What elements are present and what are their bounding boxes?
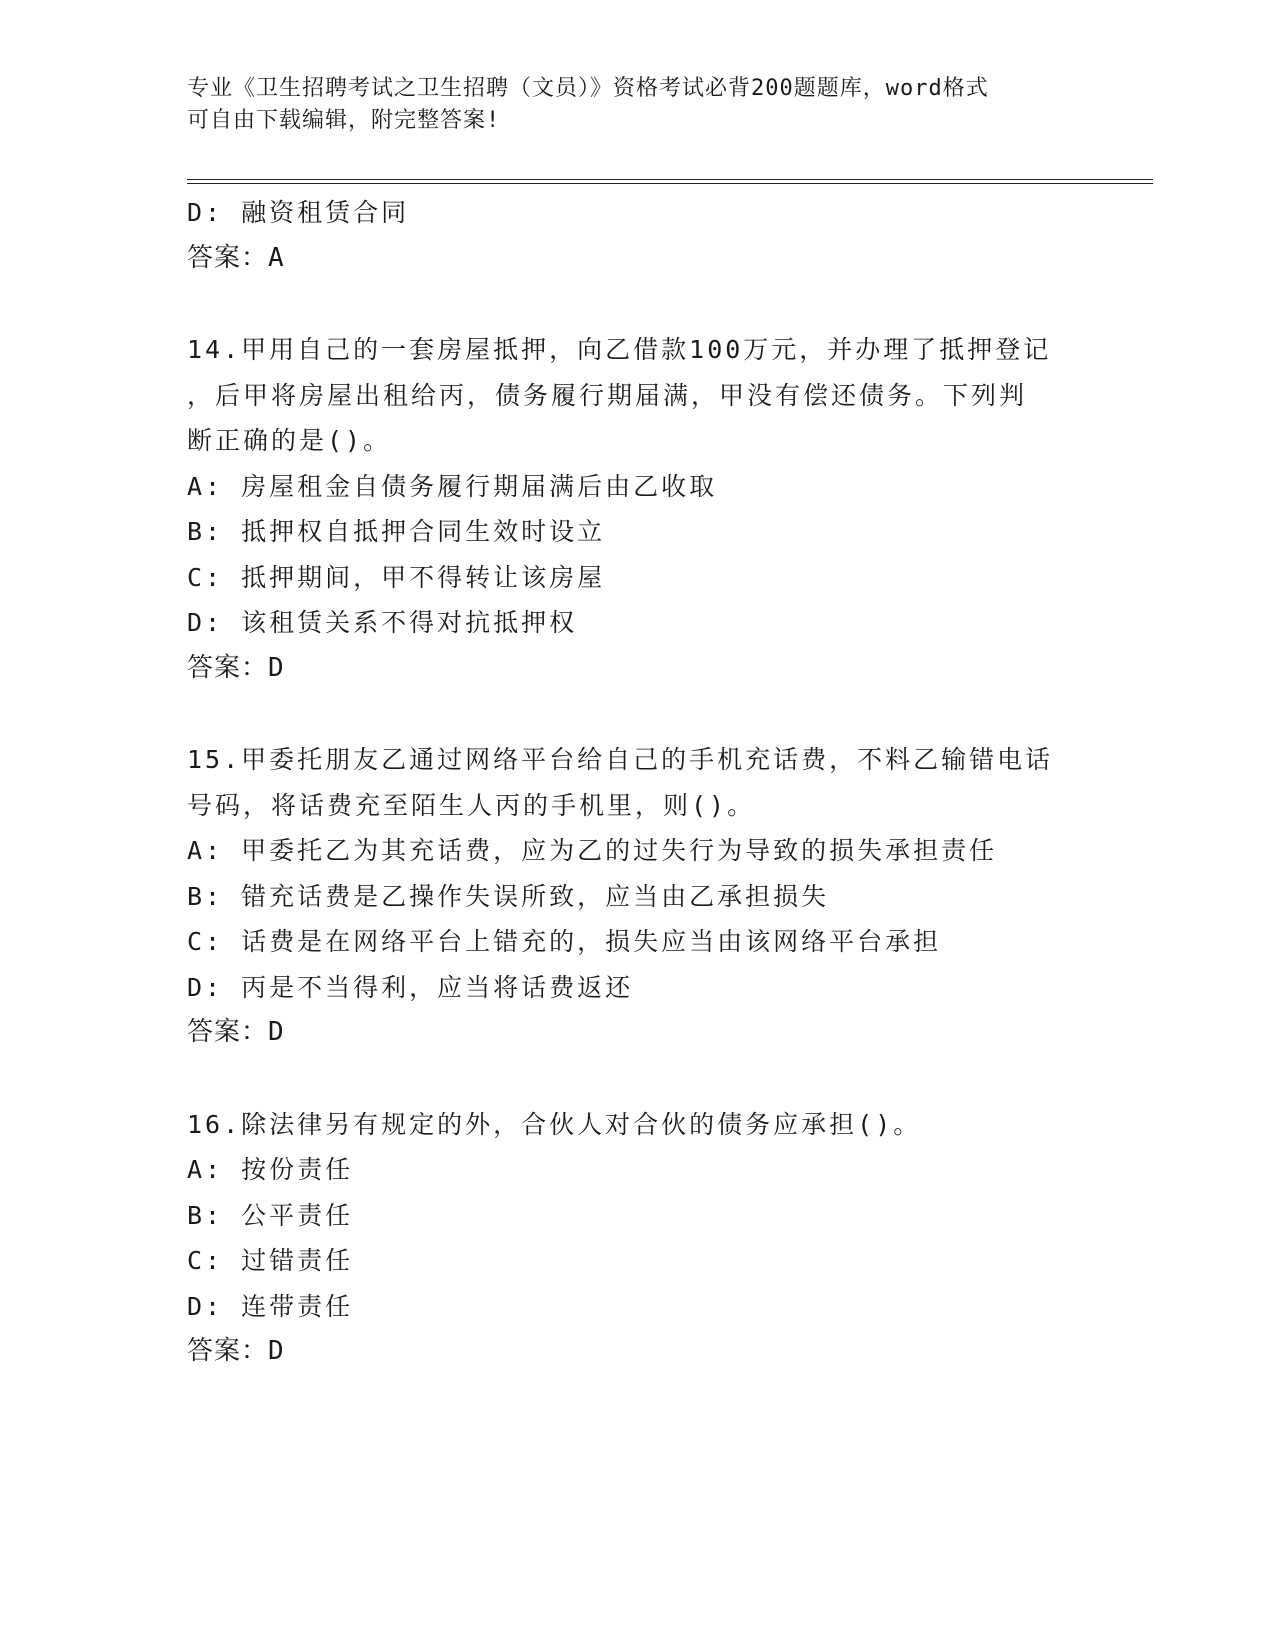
question-stem-line: 15.甲委托朋友乙通过网络平台给自己的手机充话费，不料乙输错电话 — [187, 745, 1054, 774]
option-a: A: 房屋租金自债务履行期届满后由乙收取 — [187, 471, 718, 501]
option-d: D: 融资租赁合同 — [187, 198, 410, 227]
answer: 答案：D — [187, 652, 285, 683]
spacer — [187, 691, 1087, 737]
document-header — [187, 73, 1087, 137]
header-line-2: 可自由下载编辑，附完整答案! — [187, 108, 501, 133]
option-b: B: 抵押权自抵押合同生效时设立 — [187, 517, 606, 546]
option-b: B: 错充话费是乙操作失误所致，应当由乙承担损失 — [187, 881, 830, 911]
question-13-tail — [187, 190, 1087, 281]
question-stem-line: 断正确的是()。 — [187, 426, 392, 455]
option-c: C: 话费是在网络平台上错充的，损失应当由该网络平台承担 — [187, 927, 942, 956]
question-16 — [187, 1102, 1087, 1375]
option-b: B: 公平责任 — [187, 1200, 354, 1230]
question-15 — [187, 737, 1087, 1056]
question-stem-line: 14.甲用自己的一套房屋抵押，向乙借款100万元，并办理了抵押登记 — [187, 335, 1052, 364]
header-line-1: 专业《卫生招聘考试之卫生招聘（文员）》资格考试必背200题题库，word格式 — [187, 76, 989, 101]
answer: 答案：A — [187, 242, 285, 273]
question-stem-line: 号码，将话费充至陌生人丙的手机里，则()。 — [187, 790, 756, 820]
option-d: D: 丙是不当得利，应当将话费返还 — [187, 972, 634, 1002]
header-divider-top — [187, 179, 1153, 180]
option-a: A: 甲委托乙为其充话费，应为乙的过失行为导致的损失承担责任 — [187, 836, 998, 865]
option-d: D: 该租赁关系不得对抗抵押权 — [187, 608, 578, 637]
option-d: D: 连带责任 — [187, 1291, 354, 1321]
header-divider-bottom — [187, 183, 1153, 184]
question-stem-line: 16.除法律另有规定的外，合伙人对合伙的债务应承担()。 — [187, 1109, 922, 1139]
option-c: C: 过错责任 — [187, 1246, 354, 1275]
answer: 答案：D — [187, 1017, 285, 1047]
option-c: C: 抵押期间，甲不得转让该房屋 — [187, 562, 606, 592]
spacer — [187, 1056, 1087, 1102]
spacer — [187, 281, 1087, 327]
question-list — [187, 190, 1087, 1375]
question-14 — [187, 327, 1087, 691]
option-a: A: 按份责任 — [187, 1155, 354, 1184]
answer: 答案：D — [187, 1336, 285, 1366]
question-stem-line: ，后甲将房屋出租给丙，债务履行期届满，甲没有偿还债务。下列判 — [187, 380, 1028, 410]
